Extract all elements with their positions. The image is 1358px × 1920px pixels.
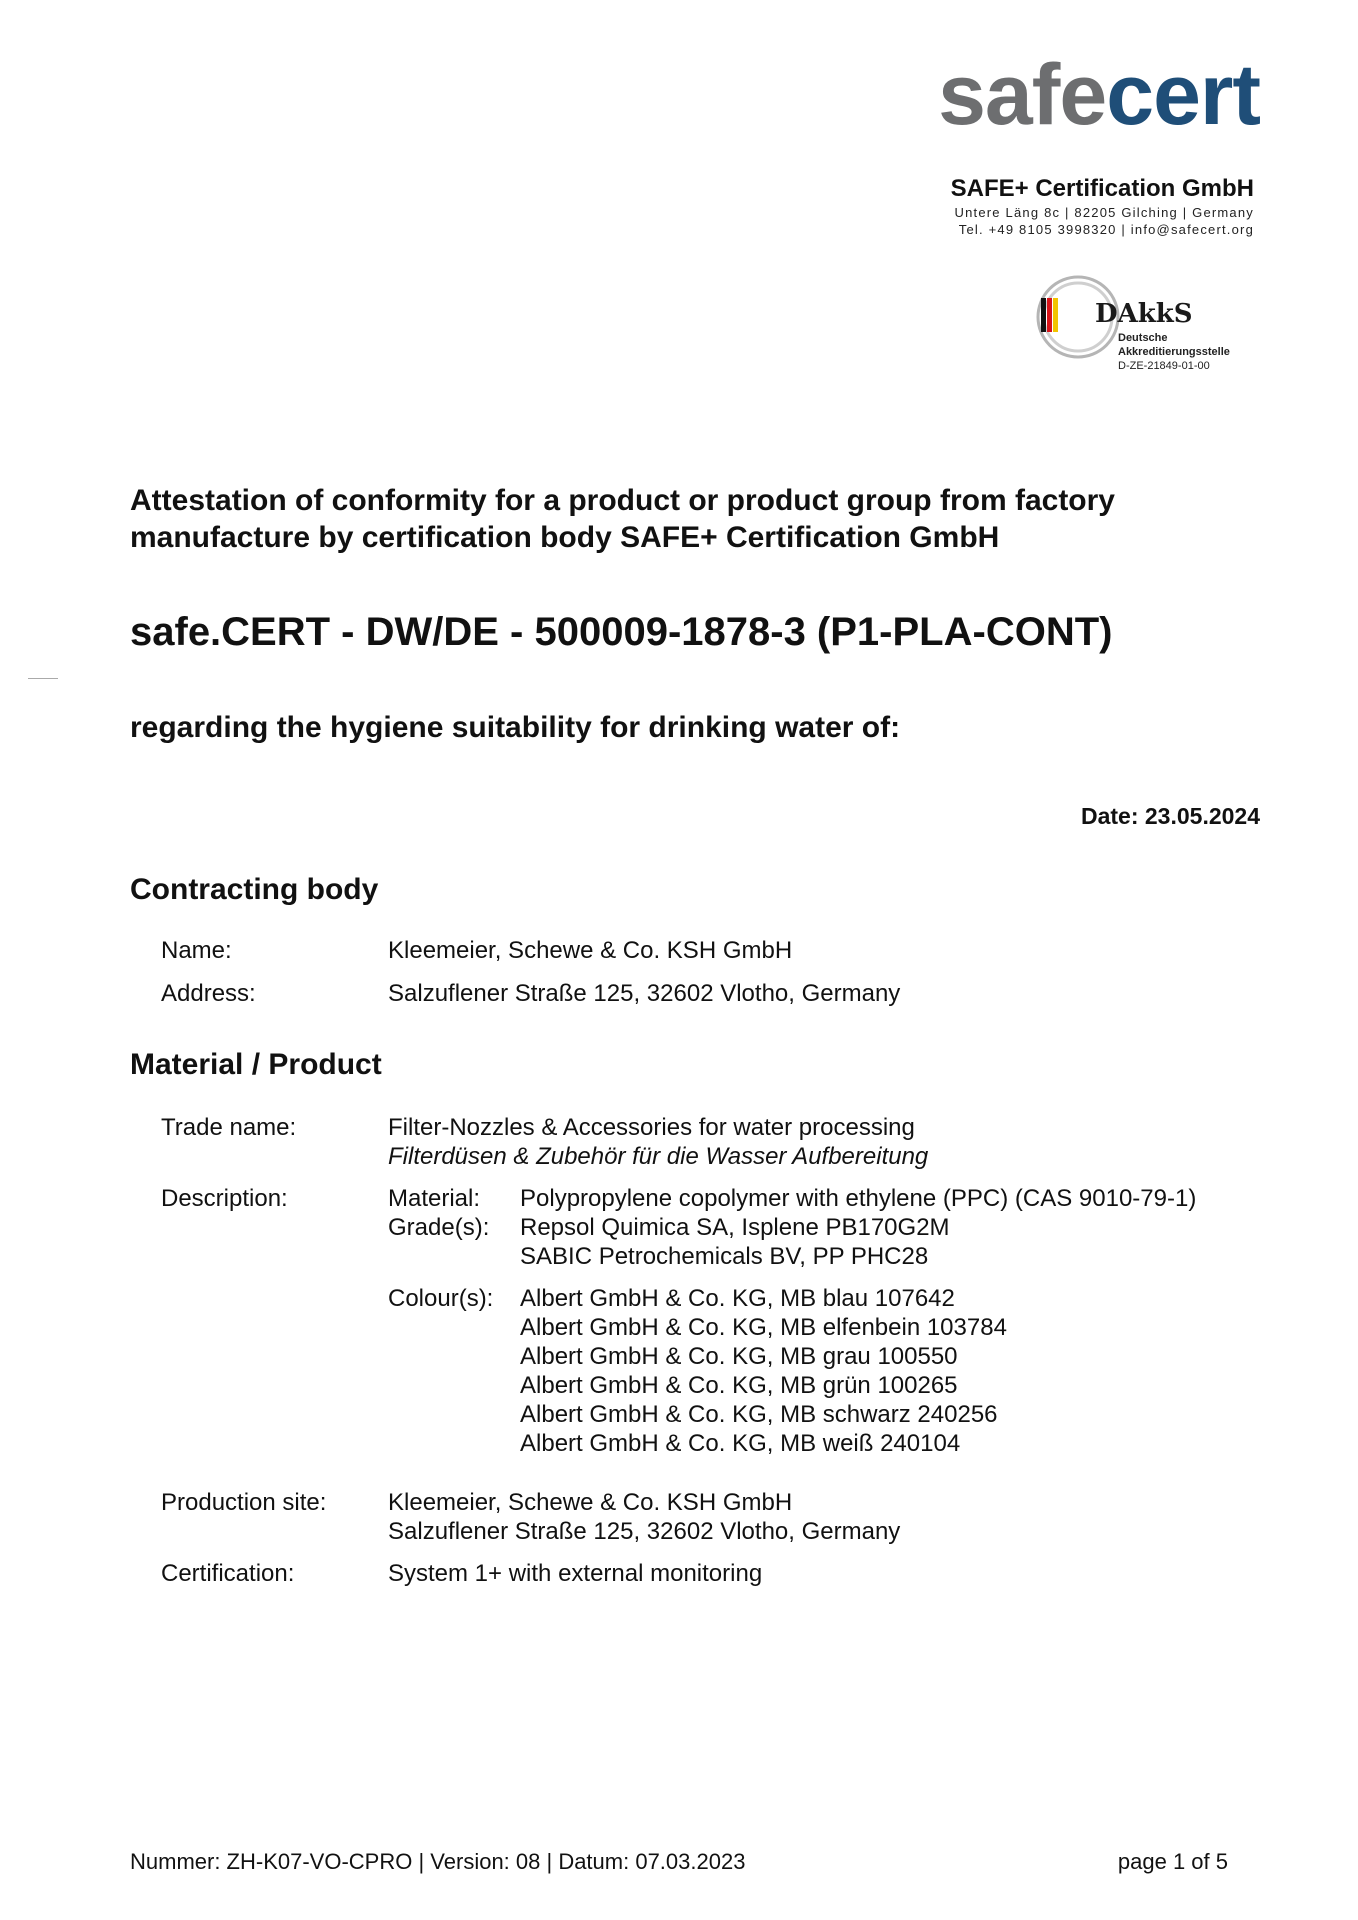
colour-item: Albert GmbH & Co. KG, MB grün 100265	[520, 1372, 958, 1399]
colours-label: Colour(s):	[388, 1285, 494, 1312]
footer-page-number: page 1 of 5	[1117, 1849, 1228, 1874]
document-title-line2: manufacture by certification body SAFE+ Certification GmbH	[130, 521, 1000, 554]
grade-item: Repsol Quimica SA, Isplene PB170G2M	[520, 1214, 950, 1241]
grades-label: Grade(s):	[388, 1214, 490, 1241]
colour-item: Albert GmbH & Co. KG, MB grau 100550	[520, 1343, 958, 1370]
production-site-line2: Salzuflener Straße 125, 32602 Vlotho, Germany	[388, 1518, 901, 1545]
regarding-line: regarding the hygiene suitability for drinking water of:	[130, 711, 901, 744]
material-product-heading: Material / Product	[130, 1048, 382, 1081]
dakks-line1: Deutsche	[1118, 332, 1168, 344]
dakks-accreditation-mark	[1033, 272, 1263, 382]
safecert-logo	[938, 47, 1260, 143]
name-value: Kleemeier, Schewe & Co. KSH GmbH	[388, 937, 793, 964]
margin-fold-mark	[28, 678, 58, 679]
trade-name-value: Filter-Nozzles & Accessories for water processing	[388, 1114, 915, 1141]
document-date: Date: 23.05.2024	[1080, 803, 1260, 829]
dakks-number: D-ZE-21849-01-00	[1118, 360, 1210, 372]
company-address: Untere Läng 8c | 82205 Gilching | Germany	[954, 205, 1254, 220]
dakks-line2: Akkreditierungsstelle	[1118, 346, 1230, 358]
address-label: Address:	[161, 980, 256, 1007]
dakks-name: DAkkS	[1095, 299, 1193, 329]
material-value: Polypropylene copolymer with ethylene (PPC) (CAS 9010-79-1)	[520, 1185, 1197, 1212]
certificate-number: safe.CERT - DW/DE - 500009-1878-3 (P1-PLA-CONT)	[130, 610, 1113, 654]
name-label: Name:	[161, 937, 232, 964]
address-value: Salzuflener Straße 125, 32602 Vlotho, Germany	[388, 980, 901, 1007]
certification-label: Certification:	[161, 1560, 295, 1587]
production-site-label: Production site:	[161, 1489, 327, 1516]
logo-safe-text: safe	[938, 47, 1107, 143]
trade-name-value-german: Filterdüsen & Zubehör für die Wasser Aufbereitung	[388, 1143, 929, 1170]
trade-name-label: Trade name:	[161, 1114, 297, 1141]
colour-item: Albert GmbH & Co. KG, MB weiß 240104	[520, 1430, 961, 1457]
material-label: Material:	[388, 1185, 481, 1212]
company-name: SAFE+ Certification GmbH	[950, 175, 1254, 202]
contracting-body-heading: Contracting body	[130, 873, 379, 906]
company-contact: Tel. +49 8105 3998320 | info@safecert.org	[958, 222, 1254, 237]
grade-item: SABIC Petrochemicals BV, PP PHC28	[520, 1243, 929, 1270]
certification-value: System 1+ with external monitoring	[388, 1560, 763, 1587]
colour-item: Albert GmbH & Co. KG, MB schwarz 240256	[520, 1401, 998, 1428]
colour-item: Albert GmbH & Co. KG, MB blau 107642	[520, 1285, 955, 1312]
description-label: Description:	[161, 1185, 288, 1212]
production-site-line1: Kleemeier, Schewe & Co. KSH GmbH	[388, 1489, 793, 1516]
document-title-line1: Attestation of conformity for a product or product group from factory	[130, 484, 1115, 517]
colour-item: Albert GmbH & Co. KG, MB elfenbein 103784	[520, 1314, 1007, 1341]
footer-document-info: Nummer: ZH-K07-VO-CPRO | Version: 08 | Datum: 07.03.2023	[130, 1849, 746, 1874]
document-title	[130, 482, 1250, 556]
company-block	[951, 175, 1254, 237]
logo-cert-text: cert	[1106, 47, 1260, 143]
